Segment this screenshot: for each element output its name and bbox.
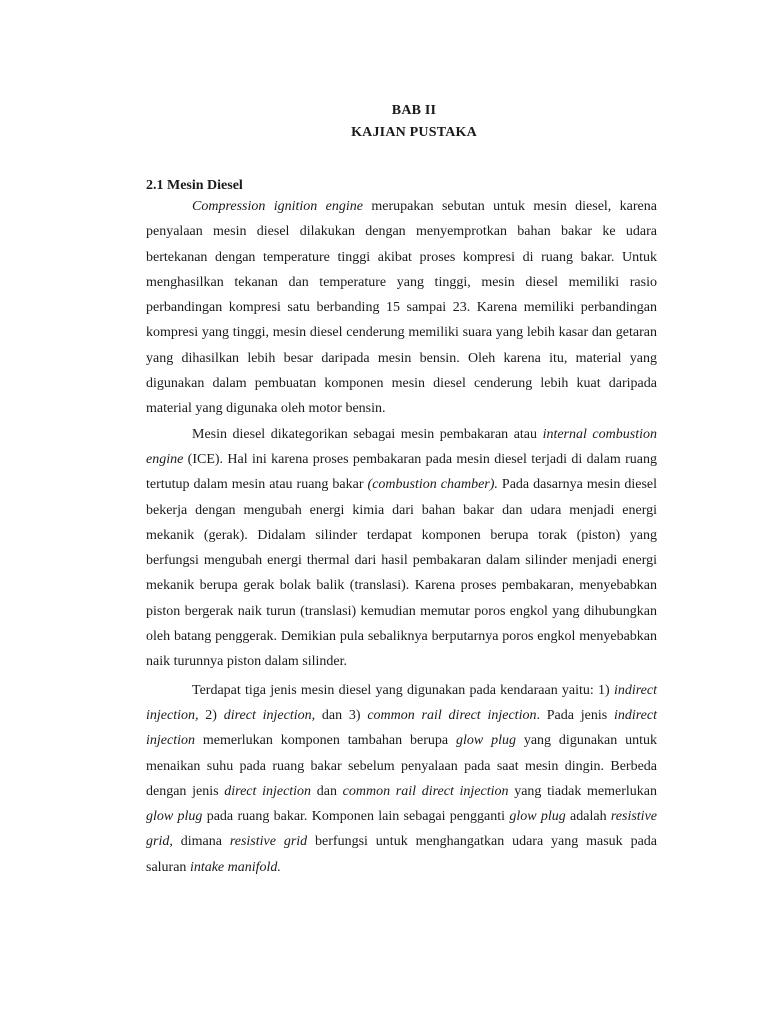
- italic-term: (combustion chamber).: [367, 477, 498, 493]
- italic-term: direct injection,: [223, 707, 316, 723]
- text-segment: dan: [311, 783, 343, 799]
- text-segment: memerlukan komponen tambahan berupa: [195, 733, 456, 749]
- paragraph: [146, 678, 657, 880]
- text-segment: Pada dasarnya mesin diesel bekerja dengan mengubah energi kimia dari bahan bakar dan udara menjadi energi mekanik (gerak). Didalam silinder terdapat komponen berupa torak (piston) yang berfungsi mengubah energi thermal dari hasil pembakaran dalam silinder menjadi energi mekanik berupa gerak bolak balik (translasi). Karena proses pembakaran, menyebabkan piston bergerak naik turun (translasi) kemudian memutar poros engkol yang dihubungkan oleh batang penggerak. Demikian pula sebaliknya berputarnya poros engkol menyebabkan naik turunnya piston dalam silinder.: [146, 477, 657, 670]
- italic-term: resistive grid: [229, 834, 308, 850]
- italic-term: internal combustion engine: [146, 426, 657, 467]
- text-segment: , dimana: [169, 834, 230, 850]
- paragraph: [146, 194, 657, 422]
- chapter-title: KAJIAN PUSTAKA: [351, 125, 477, 140]
- italic-term: direct injection: [224, 783, 312, 799]
- italic-term: glow plug: [146, 809, 203, 825]
- section-title: 2.1 Mesin Diesel: [146, 178, 243, 193]
- text-segment: (ICE). Hal ini karena proses pembakaran pada mesin diesel terjadi di dalam ruang tertutup dalam mesin atau ruang bakar: [146, 451, 657, 493]
- text-segment: Mesin diesel dikategorikan sebagai mesin pembakaran atau: [192, 426, 543, 442]
- text-segment: Terdapat tiga jenis mesin diesel yang digunakan pada kendaraan yaitu: 1): [192, 682, 614, 698]
- text-segment: adalah: [565, 809, 611, 825]
- text-segment: . Pada jenis: [536, 707, 614, 723]
- chapter-number: BAB II: [391, 103, 437, 118]
- italic-term: Compression ignition engine: [192, 199, 363, 214]
- paragraph: [146, 422, 657, 675]
- text-segment: merupakan sebutan untuk mesin diesel, karena penyalaan mesin diesel dilakukan dengan menyemprotkan bahan bakar ke udara bertekanan dengan temperature tinggi akibat proses kompresi di ruang bakar. Untuk menghasilkan tekanan dan temperature yang tinggi, mesin diesel memiliki rasio perbandingan kompresi satu berbanding 15 sampai 23. Karena memiliki perbandingan kompresi yang tinggi, mesin diesel cenderung memiliki suara yang lebih kasar dan getaran yang dihasilkan lebih besar daripada mesin bensin. Oleh karena itu, material yang digunakan dalam pembuatan komponen mesin diesel cenderung lebih kuat daripada material yang digunaka oleh motor bensin.: [146, 199, 657, 417]
- italic-term: indirect injection,: [146, 682, 657, 723]
- chapter-heading: [0, 100, 768, 144]
- italic-term: glow plug: [509, 809, 566, 825]
- text-segment: berfungsi untuk menghangatkan udara yang masuk pada saluran: [146, 834, 657, 875]
- text-segment: yang tiadak memerlukan: [508, 783, 657, 799]
- body-text: [146, 194, 657, 880]
- italic-term: common rail direct injection: [367, 707, 537, 723]
- text-segment: 2): [198, 707, 224, 723]
- italic-term: glow plug: [455, 733, 516, 749]
- italic-term: resistive grid: [146, 809, 657, 850]
- text-segment: yang digunakan untuk menaikan suhu pada ruang bakar sebelum penyalaan pada saat mesin dingin. Berbeda dengan jenis: [146, 733, 658, 799]
- italic-term: intake manifold.: [189, 859, 281, 875]
- italic-term: indirect injection: [146, 707, 657, 749]
- italic-term: common rail direct injection: [342, 783, 509, 799]
- text-segment: dan 3): [315, 707, 368, 723]
- text-segment: pada ruang bakar. Komponen lain sebagai pengganti: [202, 809, 510, 825]
